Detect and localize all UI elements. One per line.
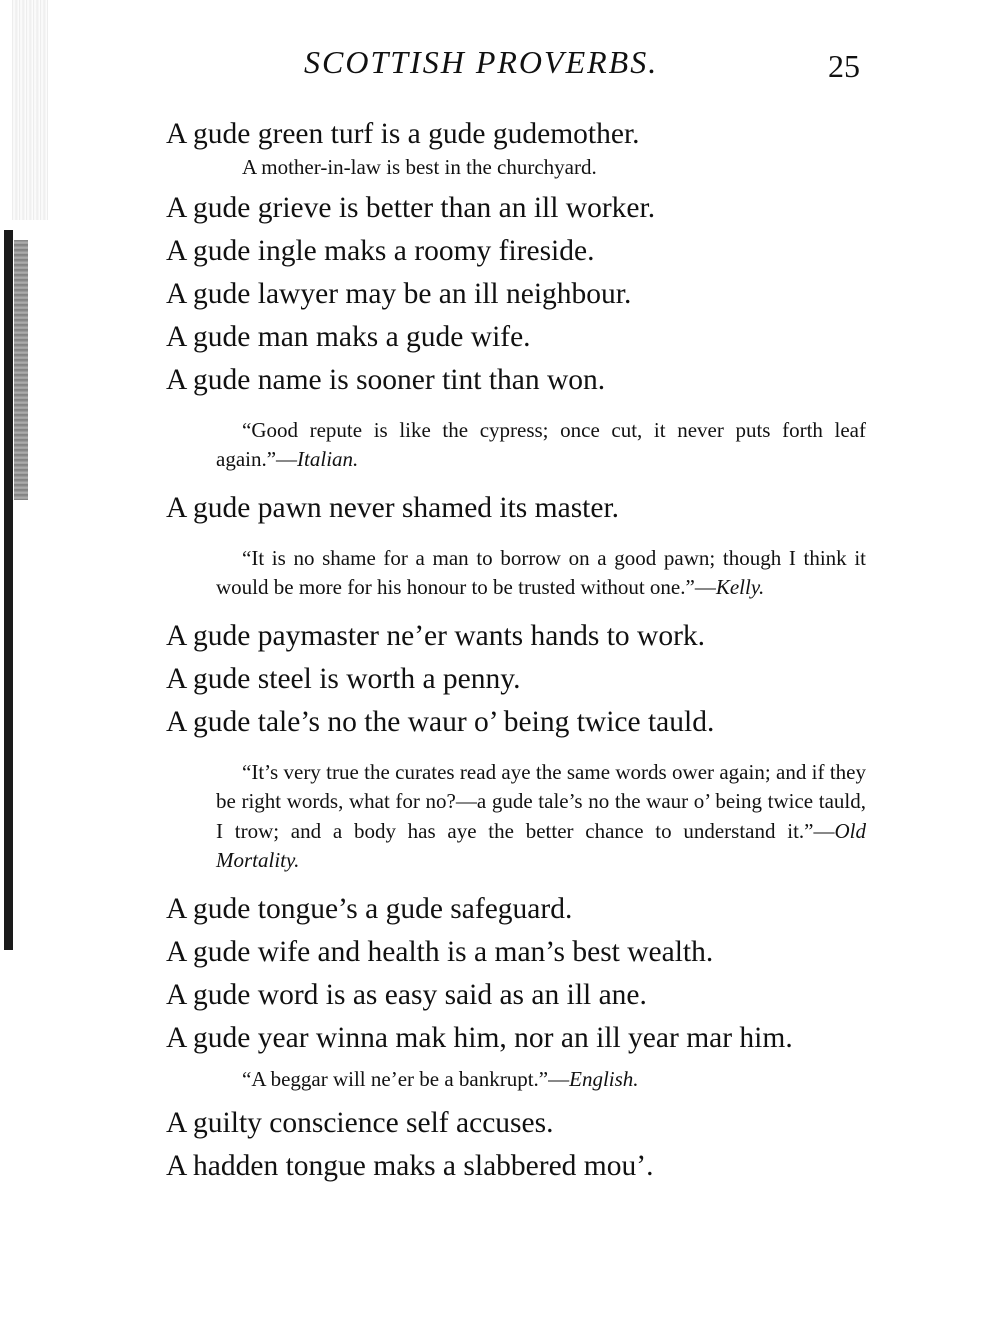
proverb-line: A gude man maks a gude wife. [166,320,531,353]
binding-texture [14,240,28,500]
note-source: Italian. [297,447,359,471]
proverb-note [166,544,866,603]
proverb-line: A gude steel is worth a penny. [166,662,521,695]
note-source: English. [569,1066,639,1091]
proverb-line: A gude ingle maks a roomy fireside. [166,234,595,267]
proverb-line: A gude tale’s no the waur o’ being twice tauld. [166,705,715,738]
note-source: Kelly. [715,575,765,599]
proverb-line: A hadden tongue maks a slabbered mou’. [166,1150,654,1182]
note-text: “A beggar will ne’er be a bankrupt.”— [242,1066,570,1091]
binding-speckle [12,0,48,220]
proverb-note [166,758,866,876]
scanned-binding-edge [0,0,44,1336]
note-text: “It is no shame for a man to borrow on a good pawn; though I think it would be more for his honour to be trusted without one.”— [216,545,866,599]
note-text: “Good repute is like the cypress; once cut, it never puts forth leaf again.”— [216,417,866,471]
proverb-line: A gude lawyer may be an ill neighbour. [166,277,632,310]
binding-shadow [4,230,13,950]
proverb-line: A gude year winna mak him, nor an ill year mar him. [166,1021,793,1054]
proverb-note [166,1065,892,1095]
proverb-line: A gude grieve is better than an ill worker. [166,191,656,224]
proverb-note: A mother-in-law is best in the churchyard. [242,155,597,179]
proverb-list [166,113,866,1188]
page-header [0,44,1000,88]
proverb-note [166,416,866,475]
proverb-line: A gude paymaster ne’er wants hands to work. [166,619,706,652]
proverb-line: A guilty conscience self accuses. [166,1107,554,1139]
proverb-line: A gude tongue’s a gude safeguard. [166,892,573,925]
proverb-line: A gude name is sooner tint than won. [166,363,606,396]
proverb-line: A gude word is as easy said as an ill ane. [166,978,647,1011]
running-title: SCOTTISH PROVERBS. [304,44,659,80]
note-source: Old Mortality. [216,818,866,872]
proverb-line: A gude wife and health is a man’s best wealth. [166,935,714,968]
page-number: 25 [828,48,860,84]
note-text: “It’s very true the curates read aye the same words ower again; and if they be right words, what for no?—a gude tale’s no the waur o’ being twice tauld, I trow; and a body has aye the better chance to understand it.”— [216,759,866,843]
proverb-line: A gude pawn never shamed its master. [166,491,620,524]
proverb-line: A gude green turf is a gude gudemother. [166,118,640,150]
